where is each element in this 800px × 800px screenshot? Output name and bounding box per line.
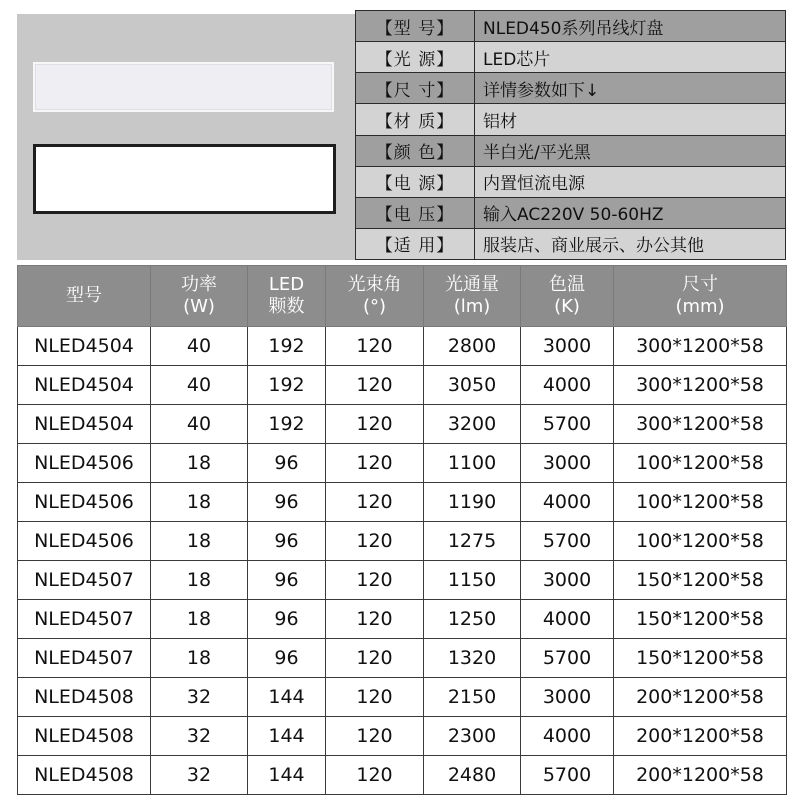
- table-cell: 18: [151, 639, 248, 678]
- table-cell: 18: [151, 444, 248, 483]
- spec-value: 半白光/平光黑: [475, 135, 786, 166]
- table-cell: 18: [151, 600, 248, 639]
- spec-row: [356, 166, 786, 197]
- table-cell: 144: [248, 717, 326, 756]
- table-cell: 3050: [424, 366, 521, 405]
- spec-key: 【光 源】: [356, 42, 475, 73]
- table-cell: 5700: [521, 405, 614, 444]
- column-header-line: (W): [183, 296, 215, 317]
- column-header: [248, 266, 326, 327]
- table-cell: 120: [326, 366, 424, 405]
- table-cell: 120: [326, 405, 424, 444]
- table-cell: 200*1200*58: [614, 717, 787, 756]
- table-cell: 96: [248, 639, 326, 678]
- spec-value: 输入AC220V 50-60HZ: [475, 197, 786, 228]
- spec-row: [356, 11, 786, 42]
- spec-value: 内置恒流电源: [475, 166, 786, 197]
- column-header: [424, 266, 521, 327]
- spec-row: [356, 197, 786, 228]
- table-cell: 18: [151, 561, 248, 600]
- spec-key: 【电 压】: [356, 197, 475, 228]
- spec-value: 详情参数如下↓: [475, 73, 786, 104]
- table-cell: 96: [248, 561, 326, 600]
- table-cell: 300*1200*58: [614, 366, 787, 405]
- table-cell: 120: [326, 639, 424, 678]
- spec-value: NLED450系列吊线灯盘: [475, 11, 786, 42]
- column-header-line: 功率: [181, 274, 217, 295]
- column-header-line: 尺寸: [682, 274, 718, 295]
- table-cell: NLED4504: [18, 405, 151, 444]
- column-header-line: 光通量: [445, 274, 499, 295]
- table-cell: 1250: [424, 600, 521, 639]
- column-header-line: 色温: [549, 274, 585, 295]
- table-cell: 120: [326, 327, 424, 366]
- table-row: [18, 717, 787, 756]
- table-cell: 2480: [424, 756, 521, 795]
- table-row: [18, 561, 787, 600]
- spec-value: 铝材: [475, 104, 786, 135]
- table-cell: 96: [248, 600, 326, 639]
- table-cell: 4000: [521, 717, 614, 756]
- column-header-line: (lm): [453, 296, 491, 317]
- table-cell: 1150: [424, 561, 521, 600]
- table-cell: 200*1200*58: [614, 678, 787, 717]
- table-cell: 4000: [521, 366, 614, 405]
- table-cell: NLED4506: [18, 522, 151, 561]
- column-header: [151, 266, 248, 327]
- table-cell: 120: [326, 600, 424, 639]
- table-cell: 120: [326, 561, 424, 600]
- table-cell: 5700: [521, 522, 614, 561]
- table-cell: 96: [248, 522, 326, 561]
- table-cell: 300*1200*58: [614, 405, 787, 444]
- table-cell: 120: [326, 756, 424, 795]
- spec-row: [356, 228, 786, 259]
- table-cell: 96: [248, 483, 326, 522]
- table-cell: 192: [248, 366, 326, 405]
- product-image: [17, 14, 355, 260]
- column-header-line: (mm): [675, 296, 725, 317]
- table-cell: 5700: [521, 639, 614, 678]
- table-cell: 100*1200*58: [614, 483, 787, 522]
- table-cell: 144: [248, 756, 326, 795]
- table-cell: 32: [151, 756, 248, 795]
- table-cell: 4000: [521, 600, 614, 639]
- table-row: [18, 756, 787, 795]
- table-cell: 40: [151, 405, 248, 444]
- column-header-line: 颗数: [268, 296, 305, 317]
- table-cell: 192: [248, 327, 326, 366]
- table-cell: 1100: [424, 444, 521, 483]
- spec-key: 【型 号】: [356, 11, 475, 42]
- spec-table: [355, 10, 786, 260]
- table-cell: 100*1200*58: [614, 522, 787, 561]
- table-cell: 3000: [521, 444, 614, 483]
- table-cell: 1190: [424, 483, 521, 522]
- table-cell: 5700: [521, 756, 614, 795]
- table-cell: 18: [151, 483, 248, 522]
- table-cell: 150*1200*58: [614, 639, 787, 678]
- table-row: [18, 405, 787, 444]
- table-cell: 3200: [424, 405, 521, 444]
- table-cell: 18: [151, 522, 248, 561]
- table-cell: NLED4507: [18, 600, 151, 639]
- column-header-line: (K): [554, 296, 580, 317]
- table-cell: 96: [248, 444, 326, 483]
- table-row: [18, 327, 787, 366]
- table-cell: NLED4508: [18, 678, 151, 717]
- table-cell: 144: [248, 678, 326, 717]
- table-cell: 1320: [424, 639, 521, 678]
- column-header: [18, 266, 151, 327]
- column-header-line: LED: [268, 274, 305, 295]
- table-row: [18, 600, 787, 639]
- spec-key: 【颜 色】: [356, 135, 475, 166]
- table-cell: NLED4506: [18, 444, 151, 483]
- table-cell: 40: [151, 327, 248, 366]
- table-row: [18, 678, 787, 717]
- data-table: [17, 265, 787, 795]
- table-cell: 2150: [424, 678, 521, 717]
- table-cell: NLED4507: [18, 561, 151, 600]
- column-header: [614, 266, 787, 327]
- table-cell: NLED4504: [18, 366, 151, 405]
- table-cell: 192: [248, 405, 326, 444]
- spec-value: LED芯片: [475, 42, 786, 73]
- column-header-line: (°): [362, 296, 387, 317]
- table-row: [18, 639, 787, 678]
- table-cell: 40: [151, 366, 248, 405]
- column-header-line: 型号: [66, 285, 102, 306]
- spec-value: 服装店、商业展示、办公其他: [475, 228, 786, 259]
- table-cell: 200*1200*58: [614, 756, 787, 795]
- table-cell: 120: [326, 678, 424, 717]
- column-header: [521, 266, 614, 327]
- panel-light-white-image: [33, 62, 334, 112]
- table-cell: 150*1200*58: [614, 561, 787, 600]
- panel-black-frame-image: [33, 144, 336, 214]
- table-cell: 150*1200*58: [614, 600, 787, 639]
- table-cell: 1275: [424, 522, 521, 561]
- table-cell: 3000: [521, 327, 614, 366]
- table-cell: 2300: [424, 717, 521, 756]
- table-row: [18, 522, 787, 561]
- table-cell: 32: [151, 678, 248, 717]
- table-cell: 120: [326, 444, 424, 483]
- table-row: [18, 366, 787, 405]
- table-header-row: [18, 266, 787, 327]
- table-cell: 32: [151, 717, 248, 756]
- column-header: [326, 266, 424, 327]
- table-cell: NLED4508: [18, 717, 151, 756]
- table-cell: NLED4507: [18, 639, 151, 678]
- spec-key: 【适 用】: [356, 228, 475, 259]
- spec-row: [356, 42, 786, 73]
- table-cell: 2800: [424, 327, 521, 366]
- table-cell: NLED4506: [18, 483, 151, 522]
- spec-row: [356, 73, 786, 104]
- table-cell: 300*1200*58: [614, 327, 787, 366]
- spec-key: 【尺 寸】: [356, 73, 475, 104]
- table-cell: NLED4508: [18, 756, 151, 795]
- table-cell: NLED4504: [18, 327, 151, 366]
- spec-row: [356, 135, 786, 166]
- table-cell: 120: [326, 522, 424, 561]
- table-cell: 3000: [521, 561, 614, 600]
- table-cell: 100*1200*58: [614, 444, 787, 483]
- spec-row: [356, 104, 786, 135]
- table-cell: 4000: [521, 483, 614, 522]
- column-header-line: 光束角: [347, 274, 402, 295]
- table-cell: 3000: [521, 678, 614, 717]
- spec-key: 【电 源】: [356, 166, 475, 197]
- table-row: [18, 444, 787, 483]
- spec-key: 【材 质】: [356, 104, 475, 135]
- table-cell: 120: [326, 717, 424, 756]
- table-cell: 120: [326, 483, 424, 522]
- table-row: [18, 483, 787, 522]
